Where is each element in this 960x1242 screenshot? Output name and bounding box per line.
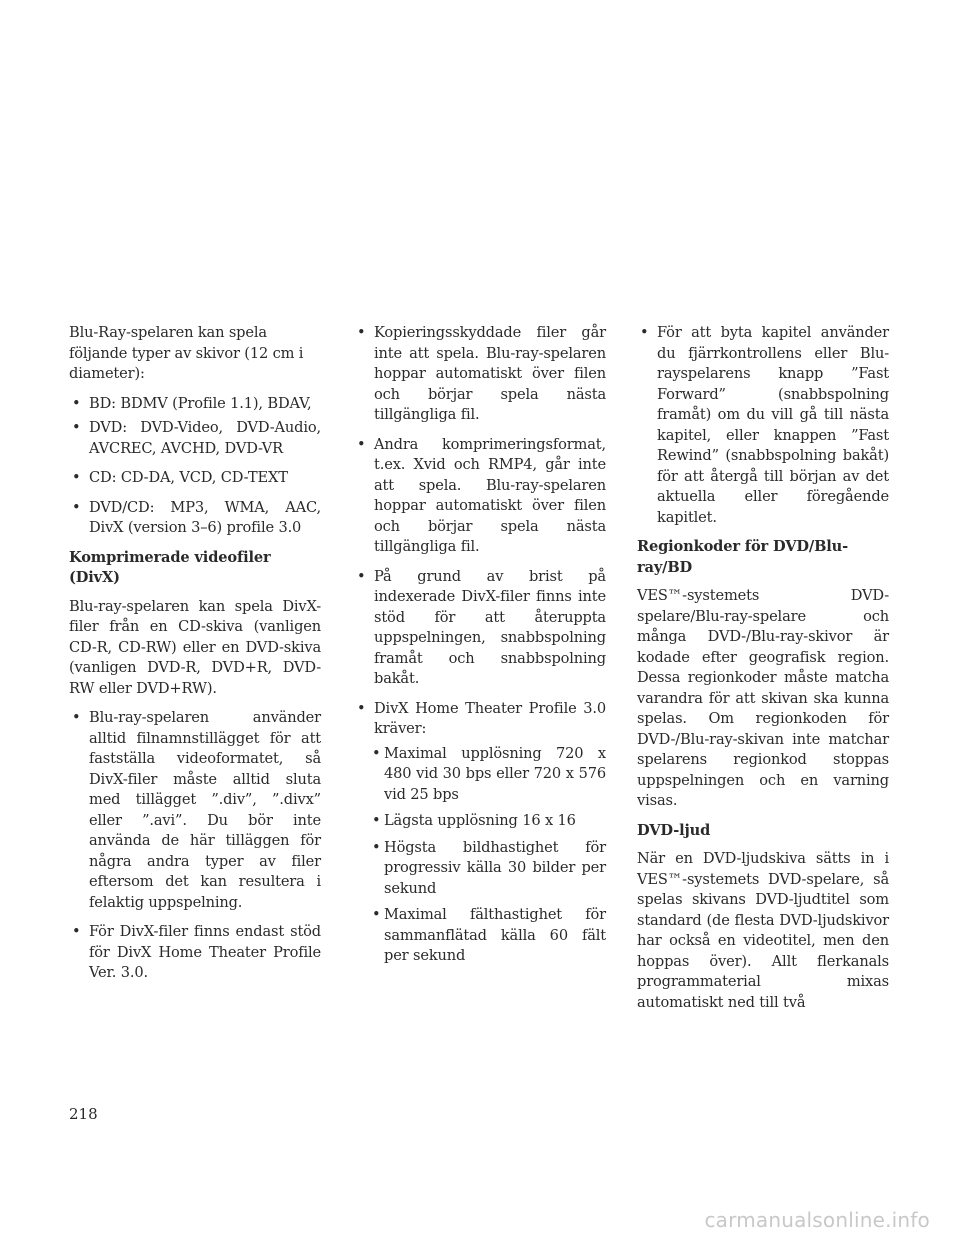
region-paragraph: VES™-systemets DVD-spelare/Blu-ray-spelare och många DVD-/Blu-ray-skivor är kodade efter geografisk region. Dessa regionkoder måste matcha varandra för att skivan ska kunna spelas. Om regionkoden för DVD-/Blu-ray-skivan inte matchar spelarens regionkod stoppas uppspelningen och en varning visas. bbox=[637, 587, 889, 809]
list-item: • BD: BDMV (Profile 1.1), BDAV, bbox=[69, 394, 321, 415]
intro-paragraph: Blu-Ray-spelaren kan spela följande typer av skivor (12 cm i diameter): bbox=[69, 324, 304, 382]
list-item: • Kopieringsskyddade filer går inte att spela. Blu-ray-spelaren hoppar automatiskt över filen och börjar spela nästa tillgängliga fil. bbox=[354, 323, 606, 426]
sub-list-item: • Maximal upplösning 720 x 480 vid 30 bps eller 720 x 576 vid 25 bps bbox=[354, 744, 606, 806]
watermark: carmanualsonline.info bbox=[704, 1208, 930, 1232]
column-3 bbox=[637, 323, 889, 1022]
list-item: • För att byta kapitel använder du fjärrkontrollens eller Blu-rayspelarens knapp ”Fast Forward” (snabbspolning framåt) om du vill gå till nästa kapitel, eller knappen ”Fast Rewind” (snabbspolning bakåt) för att återgå till början av det aktuella eller föregående kapitlet. bbox=[637, 323, 889, 528]
sub-list-item: • Lägsta upplösning 16 x 16 bbox=[354, 811, 606, 832]
divx-paragraph: Blu-ray-spelaren kan spela DivX-filer från en CD-skiva (vanligen CD-R, CD-RW) eller en DVD-skiva (vanligen DVD-R, DVD+R, DVD-RW eller DVD+RW). bbox=[69, 597, 321, 697]
audio-paragraph: När en DVD-ljudskiva sätts in i VES™-systemets DVD-spelare, så spelas skivans DVD-ljudtitel som standard (de flesta DVD-ljudskivor har också en videotitel, men den hoppas över). Allt flerkanals programmaterial mixas automatiskt ned till två bbox=[637, 850, 889, 1011]
list-item: • DVD: DVD-Video, DVD-Audio, AVCREC, AVCHD, DVD-VR bbox=[69, 418, 321, 459]
list-item: • CD: CD-DA, VCD, CD-TEXT bbox=[69, 468, 321, 489]
list-item: • Andra komprimeringsformat, t.ex. Xvid och RMP4, går inte att spela. Blu-ray-spelaren hoppar automatiskt över filen och börjar spela nästa tillgängliga fil. bbox=[354, 435, 606, 558]
section-heading-audio: DVD-ljud bbox=[637, 821, 711, 839]
list-item: • DVD/CD: MP3, WMA, AAC, DivX (version 3–6) profile 3.0 bbox=[69, 498, 321, 539]
section-heading-divx: Komprimerade videofiler (DivX) bbox=[69, 548, 271, 586]
column-2 bbox=[354, 323, 606, 973]
list-item: • Blu-ray-spelaren använder alltid filnamnstillägget för att fastställa videoformatet, så DivX-filer måste alltid sluta med tillägget ”.div”, ”.divx” eller ”.avi”. Du bör inte använda de här tilläggen för några andra typer av filer eftersom det kan resultera i felaktig uppspelning. bbox=[69, 708, 321, 913]
sub-list-item: • Högsta bildhastighet för progressiv källa 30 bilder per sekund bbox=[354, 838, 606, 900]
list-item: • På grund av brist på indexerade DivX-filer finns inte stöd för att återuppta uppspelningen, snabbspolning framåt och snabbspolning bakåt. bbox=[354, 567, 606, 690]
section-heading-region: Regionkoder för DVD/Blu-ray/BD bbox=[637, 538, 849, 576]
sub-list-item: • Maximal fälthastighet för sammanflätad källa 60 fält per sekund bbox=[354, 905, 606, 967]
list-item: • DivX Home Theater Profile 3.0 kräver: bbox=[354, 699, 606, 740]
column-1 bbox=[69, 323, 321, 993]
page-number: 218 bbox=[69, 1105, 98, 1123]
list-item: • För DivX-filer finns endast stöd för DivX Home Theater Profile Ver. 3.0. bbox=[69, 922, 321, 984]
